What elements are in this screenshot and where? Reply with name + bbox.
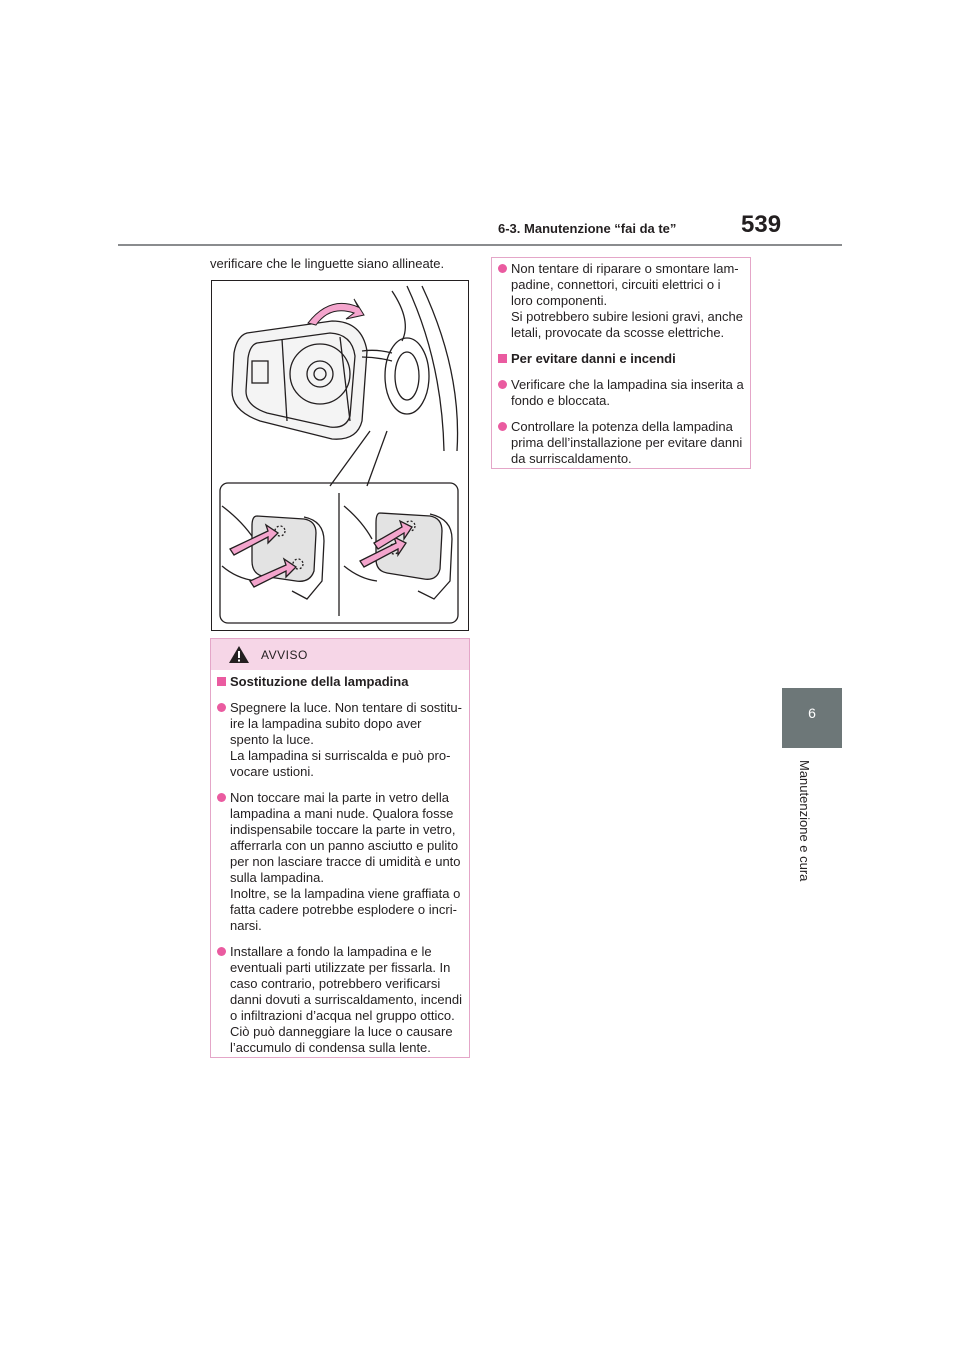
section-header: 6-3. Manutenzione “fai da te” [498,221,677,236]
bullet-icon [498,422,507,431]
header-rule [118,244,842,246]
warning-triangle-icon [228,645,250,664]
square-bullet-icon [498,354,507,363]
bullet-icon [217,703,226,712]
square-bullet-icon [217,677,226,686]
bullet-icon [498,264,507,273]
mirror-illustration-drawing [212,281,468,630]
warning-title: AVVISO [261,648,308,662]
bullet-icon [217,793,226,802]
warning-bullet: Spegnere la luce. Non tentare di sostitu- ire la lampadina subito dopo aver spento la luce. La lampadina si surriscalda e può pro- vocare ustioni. [217,700,463,780]
warning-bullet: Non tentare di riparare o smontare lam- padine, connettori, circuiti elettrici o i loro componenti. Si potrebbero subire lesioni gravi, anche letali, provocate da scosse elettriche. [498,261,744,341]
page-number: 539 [741,211,782,238]
mirror-illustration [211,280,469,631]
warning-bullet: Installare a fondo la lampadina e le eventuali parti utilizzate per fissarla. In caso contrario, potrebbero verificarsi danni dovuti a surriscaldamento, incendi o infiltrazioni d’acqua nel gruppo ottico. Ciò può danneggiare la luce o causare l’accumulo di condensa sulla lente. [217,944,463,1056]
warning-heading: Per evitare danni e incendi [498,351,744,367]
warning-box [210,638,470,1058]
warning-box-continued [491,257,751,469]
bullet-icon [217,947,226,956]
chapter-tab[interactable] [782,688,842,748]
bullet-icon [498,380,507,389]
chapter-title: Manutenzione e cura [797,760,812,882]
warning-heading: Sostituzione della lampadina [217,674,463,690]
warning-bullet: Controllare la potenza della lampadina prima dell’installazione per evitare danni da surriscaldamento. [498,419,744,467]
intro-text: verificare che le linguette siano allineate. [210,256,445,271]
warning-header [211,639,469,670]
warning-bullet: Non toccare mai la parte in vetro della lampadina a mani nude. Qualora fosse indispensabile toccare la parte in vetro, afferrarla con un panno asciutto e pulito per non lasciare tracce di umidità e unto sulla lampadina. Inoltre, se la lampadina viene graffiata o fatta cadere potrebbe esplodere o incri- narsi. [217,790,463,934]
chapter-number: 6 [808,705,816,721]
warning-bullet: Verificare che la lampadina sia inserita a fondo e bloccata. [498,377,744,409]
